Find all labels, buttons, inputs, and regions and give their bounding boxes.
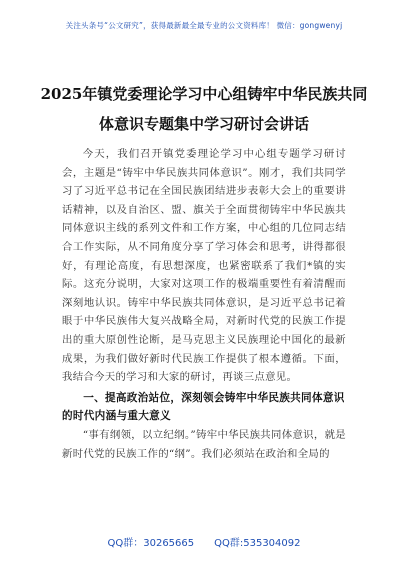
footer-qq-group-2: QQ群:535304092 — [214, 538, 301, 549]
document-body — [62, 145, 346, 463]
section-heading: 一、提高政治站位，深刻领会铸牢中华民族共同体意识的时代内涵与重大意义 — [62, 391, 345, 423]
section-paragraph: “事有纲领，以立纪纲。”铸牢中华民族共同体意识，就是新时代党的民族工作的“纲”。我们必须站在政治和全局的 — [62, 428, 346, 460]
footer — [0, 534, 408, 549]
intro-paragraph: 今天，我们召开镇党委理论学习中心组专题学习研讨会，主题是“铸牢中华民族共同体意识”。刚才，我们共同学习了习近平总书记在全国民族团结进步表彰大会上的重要讲话精神，以及自治区、盟、旗关于全面贯彻铸牢中华民族共同体意识主线的系列文件和工作方案，中心组的几位同志结合工作实际，从不同角度分享了学习体会和思考，讲得都很好，有理论高度，有思想深度，也紧密联系了我们*镇的实际。这充分说明，大家对这项工作的极端重要性有着清醒而深刻地认识。铸牢中华民族共同体意识，是习近平总书记着眼于中华民族伟大复兴战略全局，对新时代党的民族工作提出的重大原创性论断，是马克思主义民族理论中国化的最新成果，为我们做好新时代民族工作提供了根本遵循。下面，我结合今天的学习和大家的研讨，再谈三点意见。 — [62, 148, 346, 384]
document-title: 2025年镇党委理论学习中心组铸牢中华民族共同体意识专题集中学习研讨会讲话 — [40, 85, 368, 133]
footer-qq-group-1: QQ群：30265665 — [107, 538, 195, 549]
header-notice: 关注头条号“公文研究”，获得最新最全最专业的公文资料库！ 微信：gongwenyj — [65, 21, 343, 30]
